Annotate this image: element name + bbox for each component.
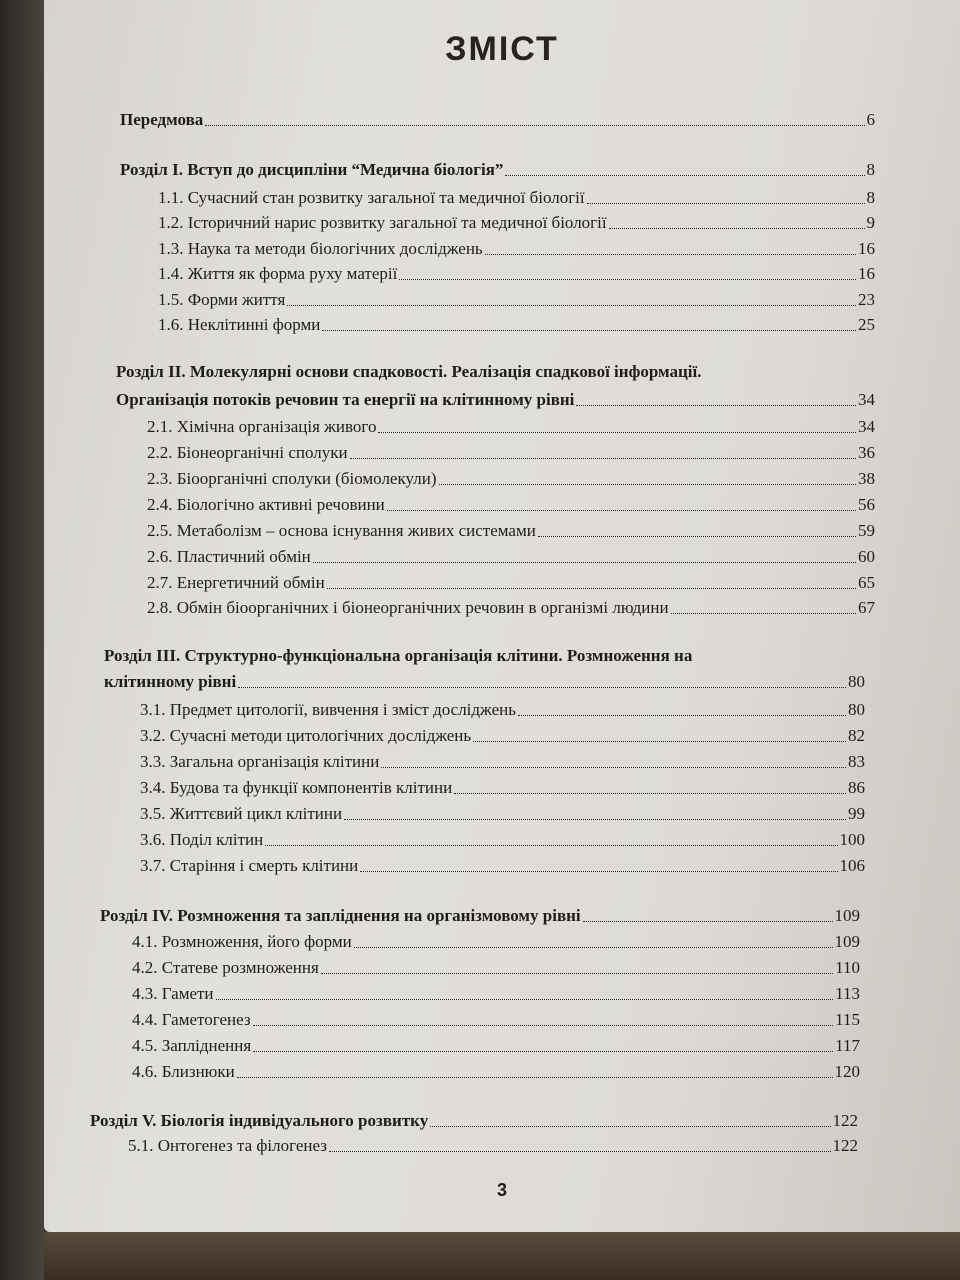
toc-entry	[140, 778, 865, 798]
toc-entry	[147, 573, 875, 593]
toc-label: 4.1. Розмноження, його форми	[132, 932, 352, 951]
toc-entry	[158, 239, 875, 259]
toc-label: 3.5. Життєвий цикл клітини	[140, 804, 343, 823]
toc-label: 1.1. Сучасний стан розвитку загальної та медичної біології	[158, 188, 585, 207]
toc-page: 122	[832, 1111, 858, 1130]
toc-label: 3.3. Загальна організація клітини	[140, 752, 380, 771]
leader-dots	[253, 1051, 833, 1052]
toc-label: 3.6. Поділ клітин	[140, 830, 264, 849]
toc-label: 3.1. Предмет цитології, вивчення і зміст досліджень	[140, 700, 516, 719]
leader-dots	[430, 1126, 830, 1127]
toc-label: 1.6. Неклітинні форми	[158, 315, 321, 334]
toc-page: 80	[848, 672, 865, 691]
toc-page: 120	[834, 1062, 860, 1081]
toc-entry	[132, 932, 860, 952]
toc-page: 109	[834, 906, 860, 925]
toc-label: 1.5. Форми життя	[158, 290, 286, 309]
toc-page: 80	[848, 700, 865, 719]
leader-dots	[238, 687, 846, 688]
leader-dots	[287, 305, 856, 306]
leader-dots	[454, 793, 846, 794]
toc-entry	[100, 906, 860, 926]
leader-dots	[237, 1077, 833, 1078]
toc-label: 2.2. Біонеорганічні сполуки	[147, 443, 348, 462]
toc-entry	[158, 315, 875, 335]
leader-dots	[350, 458, 856, 459]
leader-dots	[387, 510, 856, 511]
leader-dots	[205, 125, 864, 126]
toc-page: 117	[835, 1036, 860, 1055]
toc-entry	[140, 752, 865, 772]
leader-dots	[473, 741, 846, 742]
toc-label: Передмова	[120, 110, 204, 129]
toc-page: 34	[858, 417, 875, 436]
toc-label: 4.6. Близнюки	[132, 1062, 235, 1081]
toc-page: 82	[848, 726, 865, 745]
toc-label: 1.4. Життя як форма руху матерії	[158, 264, 398, 283]
toc-page: 106	[839, 856, 865, 875]
toc-page: 110	[835, 958, 860, 977]
toc-page: 99	[848, 804, 865, 823]
leader-dots	[344, 819, 846, 820]
toc-page: 38	[858, 469, 875, 488]
toc-entry	[158, 213, 875, 233]
toc-entry	[158, 290, 875, 310]
leader-dots	[587, 203, 865, 204]
toc-page: 65	[858, 573, 875, 592]
toc-entry	[90, 1111, 858, 1131]
leader-dots	[321, 973, 833, 974]
toc-label: клітинному рівні	[104, 672, 237, 691]
leader-dots	[313, 562, 856, 563]
toc-entry	[147, 469, 875, 489]
toc-label: 2.1. Хімічна організація живого	[147, 417, 377, 436]
toc-label: 2.6. Пластичний обмін	[147, 547, 311, 566]
book-spine-shadow	[0, 0, 44, 1280]
toc-page: 8	[866, 160, 875, 179]
toc-page: 122	[832, 1136, 858, 1155]
leader-dots	[399, 279, 856, 280]
toc-label: 5.1. Онтогенез та філогенез	[128, 1136, 327, 1155]
toc-entry	[132, 958, 860, 978]
toc-entry	[147, 547, 875, 567]
leader-dots	[322, 330, 856, 331]
table-of-contents	[44, 0, 960, 1232]
toc-entry	[104, 672, 865, 692]
toc-page: 36	[858, 443, 875, 462]
leader-dots	[360, 871, 837, 872]
toc-entry	[140, 830, 865, 850]
toc-entry	[158, 264, 875, 284]
toc-entry	[140, 700, 865, 720]
toc-entry	[132, 1010, 860, 1030]
toc-entry	[147, 495, 875, 515]
toc-page: 67	[858, 598, 875, 617]
leader-dots	[253, 1025, 834, 1026]
toc-label: 2.4. Біологічно активні речовини	[147, 495, 385, 514]
toc-entry	[132, 1036, 860, 1056]
toc-page: 16	[858, 239, 875, 258]
toc-page: 9	[866, 213, 875, 232]
toc-label: Розділ І. Вступ до дисципліни “Медична біологія”	[120, 160, 504, 179]
toc-label: Розділ V. Біологія індивідуального розвитку	[90, 1111, 429, 1130]
leader-dots	[609, 228, 865, 229]
toc-label: 1.2. Історичний нарис розвитку загальної та медичної біології	[158, 213, 607, 232]
toc-page: 59	[858, 521, 875, 540]
toc-page: 113	[835, 984, 860, 1003]
leader-dots	[381, 767, 846, 768]
toc-page: 86	[848, 778, 865, 797]
toc-label: 4.2. Статеве розмноження	[132, 958, 319, 977]
toc-page: 60	[858, 547, 875, 566]
leader-dots	[354, 947, 833, 948]
toc-label: 2.8. Обмін біоорганічних і біонеорганічних речовин в організмі людини	[147, 598, 669, 617]
leader-dots	[518, 715, 846, 716]
toc-entry	[128, 1136, 858, 1156]
toc-page: 100	[839, 830, 865, 849]
toc-entry	[120, 110, 875, 130]
toc-label: 2.5. Метаболізм – основа існування живих системами	[147, 521, 536, 540]
book-page	[44, 0, 960, 1232]
toc-entry	[147, 443, 875, 463]
leader-dots	[439, 484, 857, 485]
leader-dots	[576, 405, 856, 406]
toc-entry	[140, 804, 865, 824]
toc-entry	[116, 390, 875, 410]
leader-dots	[485, 254, 856, 255]
toc-entry	[120, 160, 875, 180]
toc-page: 25	[858, 315, 875, 334]
toc-label: 2.3. Біоорганічні сполуки (біомолекули)	[147, 469, 437, 488]
toc-page: 23	[858, 290, 875, 309]
page-title: ЗМІСТ	[445, 30, 559, 68]
toc-page: 34	[858, 390, 875, 409]
leader-dots	[378, 432, 856, 433]
toc-label: 2.7. Енергетичний обмін	[147, 573, 325, 592]
toc-page: 8	[866, 188, 875, 207]
leader-dots	[216, 999, 834, 1000]
toc-page: 16	[858, 264, 875, 283]
leader-dots	[538, 536, 856, 537]
toc-label: Організація потоків речовин та енергії на клітинному рівні	[116, 390, 575, 409]
toc-label: Розділ IV. Розмноження та запліднення на організмовому рівні	[100, 906, 581, 925]
toc-page: 6	[866, 110, 875, 129]
leader-dots	[583, 921, 833, 922]
toc-page: 83	[848, 752, 865, 771]
leader-dots	[327, 588, 856, 589]
toc-entry	[132, 1062, 860, 1082]
page-number: 3	[496, 1180, 507, 1200]
toc-page: 56	[858, 495, 875, 514]
toc-entry	[140, 856, 865, 876]
leader-dots	[265, 845, 837, 846]
leader-dots	[671, 613, 856, 614]
toc-entry	[147, 598, 875, 618]
table-surface	[44, 1232, 960, 1280]
toc-label: 4.5. Запліднення	[132, 1036, 252, 1055]
section-heading: Розділ III. Структурно-функціональна організація клітини. Розмноження на	[104, 646, 693, 665]
toc-entry	[147, 417, 875, 437]
toc-entry	[158, 188, 875, 208]
leader-dots	[329, 1151, 831, 1152]
toc-label: 3.7. Старіння і смерть клітини	[140, 856, 359, 875]
toc-entry	[132, 984, 860, 1004]
toc-page: 109	[834, 932, 860, 951]
toc-label: 4.4. Гаметогенез	[132, 1010, 251, 1029]
toc-entry	[147, 521, 875, 541]
toc-label: 4.3. Гамети	[132, 984, 214, 1003]
toc-label: 1.3. Наука та методи біологічних досліджень	[158, 239, 483, 258]
toc-page: 115	[835, 1010, 860, 1029]
toc-label: 3.2. Сучасні методи цитологічних досліджень	[140, 726, 472, 745]
toc-entry	[140, 726, 865, 746]
toc-label: 3.4. Будова та функції компонентів клітини	[140, 778, 453, 797]
leader-dots	[505, 175, 864, 176]
section-heading: Розділ II. Молекулярні основи спадковості. Реалізація спадкової інформації.	[116, 362, 702, 381]
